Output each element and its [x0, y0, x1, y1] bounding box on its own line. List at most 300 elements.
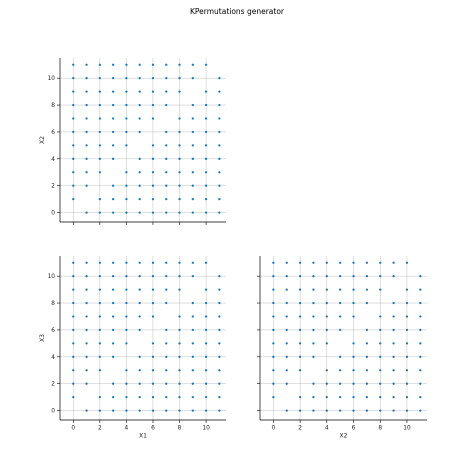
data-point	[366, 262, 368, 264]
data-point	[192, 396, 194, 398]
data-point	[85, 185, 87, 187]
panel-x1-vs-x2	[39, 58, 226, 225]
data-point	[419, 342, 421, 344]
data-point	[419, 315, 421, 317]
data-point	[85, 104, 87, 106]
data-point	[392, 329, 394, 331]
data-point	[218, 211, 220, 213]
data-point	[326, 329, 328, 331]
data-point	[178, 329, 180, 331]
data-point	[326, 396, 328, 398]
data-point	[165, 356, 167, 358]
data-point	[192, 329, 194, 331]
data-point	[99, 171, 101, 173]
y-tick-label: 10	[47, 76, 55, 83]
data-point	[125, 144, 127, 146]
data-point	[85, 262, 87, 264]
data-point	[85, 356, 87, 358]
data-point	[339, 356, 341, 358]
data-point	[112, 356, 114, 358]
data-point	[178, 131, 180, 133]
data-point	[352, 356, 354, 358]
data-point	[112, 329, 114, 331]
data-point	[366, 275, 368, 277]
data-point	[178, 275, 180, 277]
data-point	[312, 262, 314, 264]
data-point	[326, 383, 328, 385]
data-point	[286, 302, 288, 304]
y-tick-label: 8	[51, 301, 55, 308]
data-point	[272, 342, 274, 344]
data-point	[326, 369, 328, 371]
data-point	[125, 185, 127, 187]
data-point	[125, 77, 127, 79]
data-point	[112, 117, 114, 119]
data-point	[392, 356, 394, 358]
data-point	[218, 185, 220, 187]
data-point	[165, 77, 167, 79]
data-point	[99, 315, 101, 317]
data-point	[72, 302, 74, 304]
data-point	[152, 171, 154, 173]
data-point	[72, 329, 74, 331]
x-tick-label: 8	[378, 425, 383, 432]
data-point	[139, 262, 141, 264]
figure-title: KPermutations generator	[189, 7, 285, 16]
data-point	[165, 383, 167, 385]
data-point	[379, 262, 381, 264]
data-point	[152, 383, 154, 385]
data-point	[112, 262, 114, 264]
data-point	[205, 396, 207, 398]
data-point	[165, 396, 167, 398]
data-point	[139, 117, 141, 119]
data-point	[178, 369, 180, 371]
data-point	[178, 171, 180, 173]
data-point	[165, 104, 167, 106]
data-point	[99, 131, 101, 133]
data-point	[299, 329, 301, 331]
data-point	[139, 356, 141, 358]
data-point	[205, 369, 207, 371]
data-point	[99, 275, 101, 277]
data-point	[72, 104, 74, 106]
data-point	[165, 275, 167, 277]
data-point	[205, 288, 207, 290]
data-point	[165, 131, 167, 133]
x-tick-label: 8	[177, 425, 182, 432]
data-point	[99, 288, 101, 290]
data-point	[205, 90, 207, 92]
data-point	[205, 383, 207, 385]
data-point	[299, 302, 301, 304]
data-point	[312, 383, 314, 385]
data-point	[152, 211, 154, 213]
data-point	[392, 409, 394, 411]
data-point	[165, 302, 167, 304]
data-point	[85, 117, 87, 119]
data-point	[125, 329, 127, 331]
data-point	[419, 409, 421, 411]
data-point	[205, 409, 207, 411]
data-point	[379, 275, 381, 277]
data-point	[406, 302, 408, 304]
data-point	[218, 144, 220, 146]
data-point	[72, 171, 74, 173]
data-point	[178, 64, 180, 66]
data-point	[379, 409, 381, 411]
data-point	[366, 288, 368, 290]
data-point	[192, 185, 194, 187]
data-point	[152, 396, 154, 398]
data-point	[152, 302, 154, 304]
data-point	[112, 131, 114, 133]
data-point	[139, 302, 141, 304]
data-point	[165, 90, 167, 92]
data-point	[366, 383, 368, 385]
data-point	[205, 262, 207, 264]
data-point	[218, 302, 220, 304]
data-point	[152, 64, 154, 66]
data-point	[205, 185, 207, 187]
data-point	[125, 104, 127, 106]
data-point	[99, 198, 101, 200]
data-point	[419, 369, 421, 371]
data-point	[125, 288, 127, 290]
data-point	[178, 185, 180, 187]
data-point	[85, 158, 87, 160]
data-point	[312, 275, 314, 277]
x-tick-label: 6	[151, 425, 155, 432]
data-point	[339, 383, 341, 385]
data-point	[139, 198, 141, 200]
data-point	[139, 288, 141, 290]
data-point	[112, 77, 114, 79]
data-point	[299, 275, 301, 277]
data-point	[218, 356, 220, 358]
data-point	[112, 342, 114, 344]
data-point	[192, 104, 194, 106]
x-tick-label: 6	[351, 425, 356, 432]
data-point	[286, 275, 288, 277]
data-point	[72, 158, 74, 160]
data-point	[152, 356, 154, 358]
data-point	[99, 356, 101, 358]
data-point	[205, 117, 207, 119]
data-point	[286, 315, 288, 317]
data-point	[339, 315, 341, 317]
data-point	[125, 383, 127, 385]
data-point	[218, 342, 220, 344]
data-point	[299, 409, 301, 411]
data-point	[326, 342, 328, 344]
data-point	[205, 302, 207, 304]
data-point	[312, 396, 314, 398]
data-point	[178, 262, 180, 264]
data-point	[286, 383, 288, 385]
data-point	[112, 64, 114, 66]
data-point	[366, 302, 368, 304]
x-tick-label: 10	[403, 425, 411, 432]
y-tick-label: 0	[51, 210, 55, 217]
data-point	[99, 90, 101, 92]
data-point	[299, 369, 301, 371]
data-point	[165, 185, 167, 187]
x-axis-label: X2	[339, 432, 348, 440]
data-point	[205, 315, 207, 317]
data-point	[152, 315, 154, 317]
data-point	[218, 158, 220, 160]
data-point	[152, 409, 154, 411]
data-point	[85, 64, 87, 66]
data-point	[339, 262, 341, 264]
data-point	[165, 409, 167, 411]
data-point	[112, 409, 114, 411]
data-point	[178, 288, 180, 290]
data-point	[165, 329, 167, 331]
data-point	[218, 275, 220, 277]
data-point	[125, 90, 127, 92]
data-point	[125, 396, 127, 398]
data-point	[205, 198, 207, 200]
data-point	[152, 275, 154, 277]
data-point	[152, 117, 154, 119]
data-point	[72, 342, 74, 344]
data-point	[326, 409, 328, 411]
data-point	[419, 288, 421, 290]
data-point	[99, 104, 101, 106]
data-point	[192, 315, 194, 317]
data-point	[165, 171, 167, 173]
data-point	[99, 262, 101, 264]
data-point	[379, 329, 381, 331]
data-point	[165, 198, 167, 200]
data-point	[326, 288, 328, 290]
data-point	[112, 383, 114, 385]
data-point	[339, 275, 341, 277]
data-point	[299, 315, 301, 317]
data-point	[326, 262, 328, 264]
data-point	[112, 211, 114, 213]
data-point	[326, 275, 328, 277]
data-point	[419, 396, 421, 398]
data-point	[312, 409, 314, 411]
data-point	[112, 158, 114, 160]
data-point	[218, 329, 220, 331]
data-point	[205, 342, 207, 344]
data-point	[312, 342, 314, 344]
data-point	[85, 171, 87, 173]
data-point	[406, 342, 408, 344]
data-point	[218, 288, 220, 290]
data-point	[312, 302, 314, 304]
data-point	[112, 144, 114, 146]
data-point	[139, 185, 141, 187]
data-point	[112, 90, 114, 92]
data-point	[299, 396, 301, 398]
data-point	[125, 171, 127, 173]
data-point	[218, 117, 220, 119]
data-point	[392, 342, 394, 344]
data-point	[72, 64, 74, 66]
y-tick-label: 2	[51, 183, 55, 190]
y-axis-label: X2	[39, 136, 46, 144]
data-point	[72, 369, 74, 371]
data-point	[152, 288, 154, 290]
data-point	[352, 288, 354, 290]
y-tick-label: 8	[51, 103, 55, 110]
data-point	[286, 409, 288, 411]
data-point	[152, 144, 154, 146]
data-point	[165, 144, 167, 146]
data-point	[205, 356, 207, 358]
data-point	[339, 288, 341, 290]
data-point	[99, 77, 101, 79]
x-tick-label: 4	[124, 425, 129, 432]
data-point	[392, 369, 394, 371]
data-point	[286, 329, 288, 331]
data-point	[99, 409, 101, 411]
x-tick-label: 2	[298, 425, 302, 432]
data-point	[352, 369, 354, 371]
x-tick-label: 2	[97, 425, 102, 432]
data-point	[165, 342, 167, 344]
data-point	[312, 315, 314, 317]
data-point	[139, 329, 141, 331]
data-point	[392, 275, 394, 277]
data-point	[99, 158, 101, 160]
data-point	[112, 288, 114, 290]
data-point	[165, 369, 167, 371]
data-point	[125, 117, 127, 119]
data-point	[139, 158, 141, 160]
data-point	[312, 329, 314, 331]
data-point	[152, 198, 154, 200]
data-point	[178, 396, 180, 398]
data-point	[72, 77, 74, 79]
data-point	[299, 356, 301, 358]
data-point	[218, 90, 220, 92]
data-point	[178, 90, 180, 92]
data-point	[272, 315, 274, 317]
y-tick-label: 6	[51, 129, 55, 136]
data-point	[406, 329, 408, 331]
x-axis-label: X1	[139, 432, 147, 440]
data-point	[392, 315, 394, 317]
data-point	[286, 262, 288, 264]
data-point	[139, 131, 141, 133]
data-point	[72, 315, 74, 317]
data-point	[352, 302, 354, 304]
data-point	[312, 288, 314, 290]
data-point	[192, 171, 194, 173]
data-point	[192, 117, 194, 119]
data-point	[419, 356, 421, 358]
data-point	[72, 383, 74, 385]
data-point	[339, 396, 341, 398]
data-point	[99, 117, 101, 119]
data-point	[152, 185, 154, 187]
data-point	[392, 302, 394, 304]
data-point	[85, 342, 87, 344]
data-point	[379, 342, 381, 344]
data-point	[125, 64, 127, 66]
data-point	[139, 77, 141, 79]
data-point	[192, 144, 194, 146]
data-point	[218, 396, 220, 398]
data-point	[205, 329, 207, 331]
data-point	[192, 158, 194, 160]
data-point	[125, 275, 127, 277]
data-point	[125, 198, 127, 200]
y-axis-label: X3	[39, 334, 46, 342]
data-point	[326, 315, 328, 317]
data-point	[366, 396, 368, 398]
data-point	[85, 77, 87, 79]
data-point	[152, 77, 154, 79]
data-point	[272, 369, 274, 371]
data-point	[192, 356, 194, 358]
data-point	[192, 383, 194, 385]
data-point	[112, 396, 114, 398]
data-point	[392, 383, 394, 385]
data-point	[85, 383, 87, 385]
data-point	[152, 262, 154, 264]
data-point	[178, 383, 180, 385]
data-point	[85, 329, 87, 331]
data-point	[406, 262, 408, 264]
data-point	[419, 302, 421, 304]
data-point	[178, 117, 180, 119]
y-tick-label: 4	[51, 354, 55, 361]
data-point	[392, 396, 394, 398]
data-point	[125, 315, 127, 317]
data-point	[312, 356, 314, 358]
data-point	[218, 198, 220, 200]
data-point	[85, 288, 87, 290]
panel-x1-vs-x3	[39, 256, 226, 440]
data-point	[72, 198, 74, 200]
panel-x2-vs-x3	[257, 256, 427, 440]
x-tick-label: 0	[271, 425, 276, 432]
data-point	[139, 275, 141, 277]
data-point	[339, 302, 341, 304]
data-point	[99, 396, 101, 398]
data-point	[218, 131, 220, 133]
data-point	[112, 315, 114, 317]
data-point	[286, 356, 288, 358]
data-point	[366, 342, 368, 344]
x-tick-label: 10	[202, 425, 210, 432]
data-point	[352, 315, 354, 317]
data-point	[139, 409, 141, 411]
data-point	[218, 171, 220, 173]
data-point	[192, 342, 194, 344]
data-point	[366, 409, 368, 411]
y-tick-label: 6	[51, 327, 55, 334]
data-point	[72, 275, 74, 277]
data-point	[178, 356, 180, 358]
data-point	[85, 131, 87, 133]
data-point	[152, 369, 154, 371]
data-point	[192, 77, 194, 79]
data-point	[272, 329, 274, 331]
data-point	[286, 288, 288, 290]
data-point	[178, 409, 180, 411]
data-point	[218, 409, 220, 411]
data-point	[72, 185, 74, 187]
data-point	[299, 342, 301, 344]
